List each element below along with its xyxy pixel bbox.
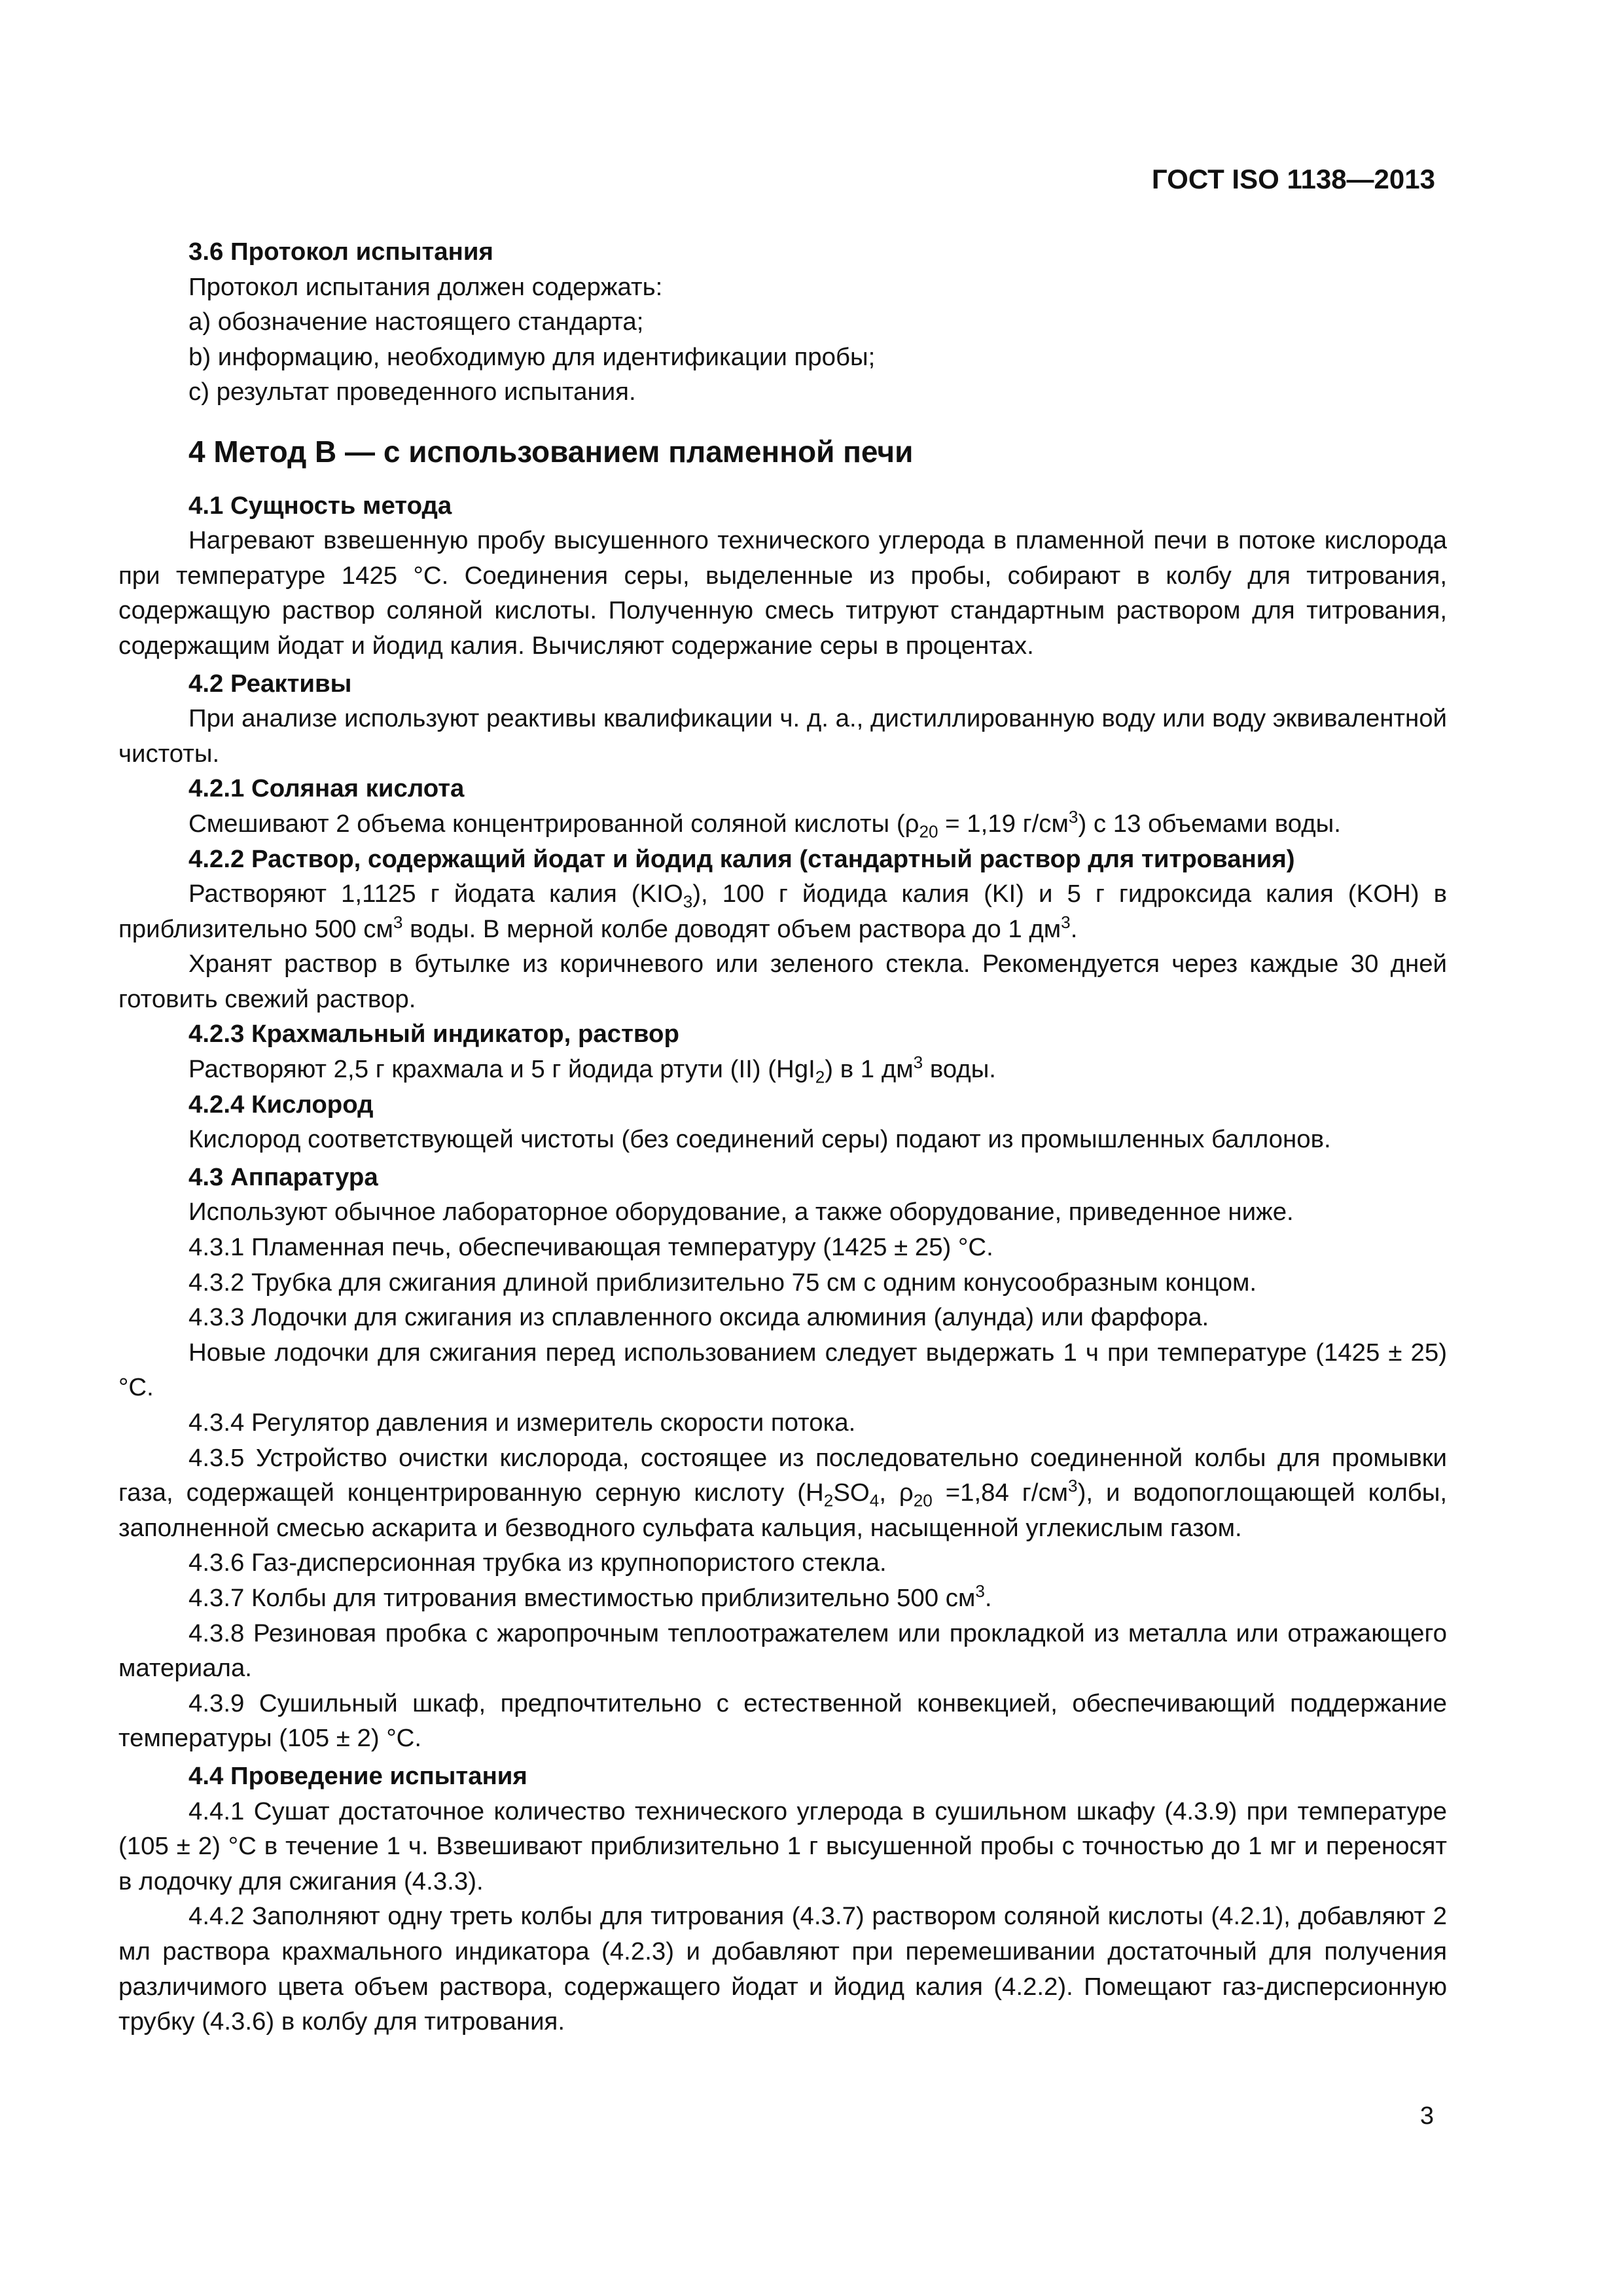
page-number: 3 (1419, 2102, 1434, 2130)
section-4-2-title: 4.2 Реактивы (188, 669, 352, 698)
item-4-3-6: 4.3.6 Газ-дисперсионная трубка из крупнопористого стекла. (188, 1549, 887, 1577)
section-4-2-3-text: Растворяют 2,5 г крахмала и 5 г йодида ртути (II) (HgI$_2$) в 1 $дм^3$ воды. (188, 1052, 996, 1087)
list-item: b) информацию, необходимую для идентификации пробы; (188, 342, 876, 371)
item-4-4-2: 4.4.2 Заполняют одну треть колбы для титрования (4.3.7) раствором соляной кислоты (4.2.1), добавляют 2 мл раствора крахмального индикатора (4.2.3) и добавляют при перемешивании достаточный для получения различимого цвета объем раствора, содержащего йодат и йодид калия (4.2.2). Помещают газ-дисперсионную трубку (4.3.6) в колбу для титрования. (118, 1902, 1447, 2036)
section-4-1-title: 4.1 Сущность метода (188, 491, 452, 520)
section-4-2-1-text: Смешивают 2 объема концентрированной соляной кислоты ($\rho_{20} = 1,19$ $г/см^3$) с 13 объемами воды. (188, 807, 1341, 842)
item-4-3-8: 4.3.8 Резиновая пробка с жаропрочным теплоотражателем или прокладкой из металла или отражающего материала. (118, 1619, 1447, 1683)
section-4-3-title: 4.3 Аппаратура (188, 1162, 378, 1191)
section-4-2-1-title: 4.2.1 Соляная кислота (188, 774, 465, 803)
item-4-3-4: 4.3.4 Регулятор давления и измеритель скорости потока. (188, 1408, 856, 1437)
standard-code-header: ГОСТ ISO 1138—2013 (1151, 164, 1435, 194)
item-4-3-1: 4.3.1 Пламенная печь, обеспечивающая температуру (1425 ± 25) °С. (188, 1233, 993, 1262)
section-4-2-2-text-2: Хранят раствор в бутылке из коричневого или зеленого стекла. Рекомендуется через каждые 30 дней готовить свежий раствор. (118, 950, 1447, 1013)
section-4-2-4-text: Кислород соответствующей чистоты (без соединений серы) подают из промышленных баллонов. (188, 1125, 1331, 1154)
section-4-2-2-text-1: Растворяют 1,1125 г йодата калия $(KIO_3)$, 100 г йодида калия (KI) и 5 г гидроксида калия (KOH) в приблизительно 500 $см^3$ воды. В мерной колбе доводят объем раствора до 1 $дм^3$. (118, 880, 1447, 943)
section-3-6-intro: Протокол испытания должен содержать: (188, 272, 663, 301)
section-4-1-text: Нагревают взвешенную пробу высушенного технического углерода в пламенной печи в потоке кислорода при температуре 1425 °С. Соединения серы, выделенные из пробы, собирают в колбу для титрования, содержащую раствор соляной кислоты. Полученную смесь титруют стандартным раствором для титрования, содержащим йодат и йодид калия. Вычисляют содержание серы в процентах. (118, 526, 1447, 660)
item-4-3-3-note: Новые лодочки для сжигания перед использованием следует выдержать 1 ч при температуре (1425 ± 25) °С. (118, 1338, 1447, 1402)
section-4-4-title: 4.4 Проведение испытания (188, 1761, 527, 1790)
list-item: a) обозначение настоящего стандарта; (188, 308, 644, 336)
section-3-6-title: 3.6 Протокол испытания (188, 238, 493, 266)
item-4-3-7: 4.3.7 Колбы для титрования вместимостью приблизительно 500 $см^3$. (188, 1581, 992, 1612)
item-4-3-9: 4.3.9 Сушильный шкаф, предпочтительно с естественной конвекцией, обеспечивающий поддержание температуры (105 ± 2) °С. (118, 1689, 1447, 1753)
section-4-title: 4 Метод В — с использованием пламенной печи (188, 434, 914, 469)
section-4-3-intro: Используют обычное лабораторное оборудование, а также оборудование, приведенное ниже. (188, 1198, 1294, 1227)
section-4-2-4-title: 4.2.4 Кислород (188, 1090, 374, 1119)
item-4-3-5: 4.3.5 Устройство очистки кислорода, состоящее из последовательно соединенной колбы для промывки газа, содержащей концентрированную серную кислоту ($H_2SO_4$, $\rho_{20} =1,84$ $г/см^3$), и водопоглощающей колбы, заполненной смесью аскарита и безводного сульфата кальция, насыщенной углекислым газом. (118, 1443, 1448, 1542)
section-4-2-text: При анализе используют реактивы квалификации ч. д. а., дистиллированную воду или воду эквивалентной чистоты. (118, 704, 1447, 768)
section-4-2-2-title: 4.2.2 Раствор, содержащий йодат и йодид калия (стандартный раствор для титрования) (188, 844, 1295, 873)
page-content (118, 234, 1447, 2039)
list-item: c) результат проведенного испытания. (188, 378, 636, 406)
item-4-3-3: 4.3.3 Лодочки для сжигания из сплавленного оксида алюминия (алунда) или фарфора. (188, 1303, 1209, 1332)
item-4-3-2: 4.3.2 Трубка для сжигания длиной приблизительно 75 см с одним конусообразным концом. (188, 1268, 1257, 1297)
section-4-2-3-title: 4.2.3 Крахмальный индикатор, раствор (188, 1020, 679, 1049)
item-4-4-1: 4.4.1 Сушат достаточное количество технического углерода в сушильном шкафу (4.3.9) при температуре (105 ± 2) °С в течение 1 ч. Взвешивают приблизительно 1 г высушенной пробы с точностью до 1 мг и переносят в лодочку для сжигания (4.3.3). (118, 1797, 1447, 1895)
